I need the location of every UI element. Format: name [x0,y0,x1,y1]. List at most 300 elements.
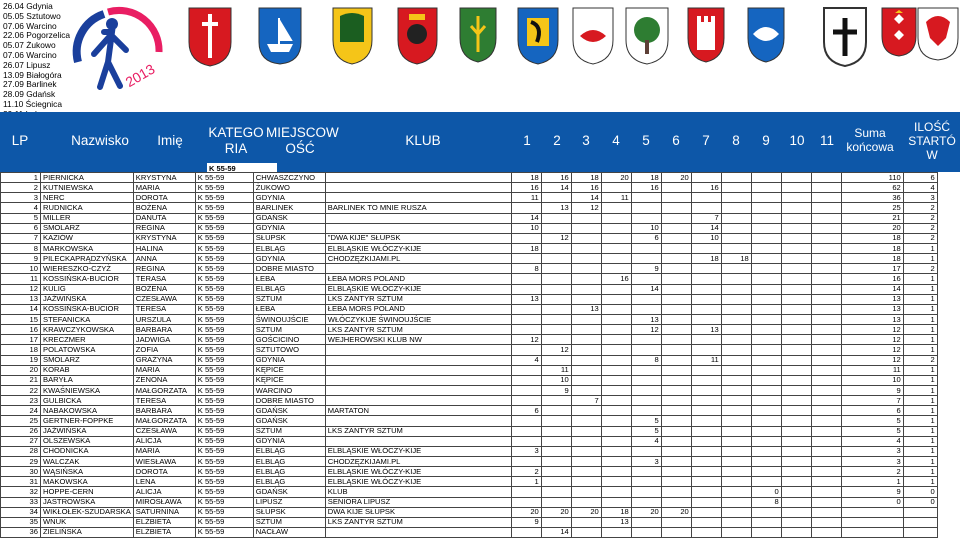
cell-miejscowosc: BARLINEK [253,203,325,213]
cell-race-11 [811,173,841,183]
cell-race-8 [721,416,751,426]
cell-race-3 [571,446,601,456]
category-group-label: K 55-59 [209,164,236,173]
cell-race-10 [781,507,811,517]
cell-race-11 [811,487,841,497]
cell-miejscowosc: SZTUM [253,325,325,335]
cell-race-2: 12 [541,233,571,243]
cell-race-9 [751,365,781,375]
table-row [1,497,938,507]
cell-kategoria: K 55-59 [195,507,253,517]
cell-nazwisko: GERTNER-FOPPKE [41,416,134,426]
table-row [1,385,938,395]
cell-race-10 [781,527,811,537]
cell-miejscowosc: ELBLĄG [253,284,325,294]
cell-race-6 [661,477,691,487]
event-item: 05.05 Sztutowo [3,10,61,21]
cell-race-4 [601,416,631,426]
cell-race-4 [601,264,631,274]
cell-ilosc: 2 [903,223,937,233]
cell-race-7 [691,477,721,487]
cell-miejscowosc: GDAŃSK [253,487,325,497]
event-item: 11.10 Ściegnica [3,98,62,109]
cell-race-4 [601,304,631,314]
event-item: 07.06 Warcino [3,20,57,31]
cell-kategoria: K 55-59 [195,304,253,314]
cell-imie: DOROTA [133,467,195,477]
cell-klub [325,365,511,375]
cell-imie: ZENONA [133,375,195,385]
cell-race-2 [541,487,571,497]
cell-nazwisko: KUTNIEWSKA [41,183,134,193]
cell-kategoria: K 55-59 [195,416,253,426]
cell-race-10 [781,335,811,345]
cell-race-1: 9 [511,517,541,527]
cell-klub [325,355,511,365]
cell-lp: 10 [1,264,41,274]
cell-race-5 [631,213,661,223]
cell-race-7 [691,406,721,416]
cell-race-2 [541,406,571,416]
table-row [1,193,938,203]
cell-race-9 [751,385,781,395]
cell-race-11 [811,385,841,395]
cell-miejscowosc: DOBRE MIASTO [253,396,325,406]
cell-race-7 [691,264,721,274]
table-row [1,345,938,355]
cell-race-9: 0 [751,487,781,497]
col-race-11: 11 [819,133,834,148]
cell-race-6 [661,233,691,243]
cell-race-5 [631,294,661,304]
cell-race-1 [511,456,541,466]
coat-of-arms-tree-icon [623,6,671,66]
cell-race-2 [541,517,571,527]
cell-kategoria: K 55-59 [195,223,253,233]
cell-imie: HALINA [133,243,195,253]
cell-klub: WEJHEROWSKI KLUB NW [325,335,511,345]
cell-race-11 [811,254,841,264]
cell-race-8 [721,213,751,223]
cell-race-6: 20 [661,173,691,183]
cell-lp: 13 [1,294,41,304]
cell-imie: CZESŁAWA [133,426,195,436]
cell-race-9 [751,467,781,477]
cell-race-6 [661,254,691,264]
cell-ilosc: 1 [903,467,937,477]
cell-miejscowosc: GDAŃSK [253,406,325,416]
cell-miejscowosc: ELBLĄG [253,456,325,466]
cell-race-9 [751,304,781,314]
cell-race-9 [751,294,781,304]
cell-lp: 3 [1,193,41,203]
cell-race-4 [601,233,631,243]
cell-kategoria: K 55-59 [195,477,253,487]
cell-race-3 [571,467,601,477]
cell-miejscowosc: ELBLĄG [253,243,325,253]
cell-race-11 [811,467,841,477]
cell-race-10 [781,345,811,355]
cell-race-11 [811,426,841,436]
cell-ilosc: 1 [903,456,937,466]
cell-ilosc: 0 [903,487,937,497]
cell-klub: KLUB [325,487,511,497]
cell-race-10 [781,173,811,183]
cell-race-5 [631,365,661,375]
cell-klub [325,416,511,426]
cell-race-7 [691,203,721,213]
cell-imie: URSZULA [133,314,195,324]
cell-imie: TERASA [133,274,195,284]
cell-race-5 [631,396,661,406]
cell-ilosc: 1 [903,335,937,345]
cell-suma: 13 [841,304,903,314]
cell-lp: 8 [1,243,41,253]
table-row [1,284,938,294]
event-item: 28.09 Gdańsk [3,89,56,100]
cell-imie: ELŻBIETA [133,527,195,537]
cell-race-2 [541,274,571,284]
cell-lp: 14 [1,304,41,314]
cell-race-8 [721,477,751,487]
cell-race-6 [661,345,691,355]
cell-imie: ALICJA [133,487,195,497]
cell-klub [325,436,511,446]
cell-race-10 [781,304,811,314]
cell-race-10 [781,355,811,365]
cell-klub [325,385,511,395]
cell-race-3 [571,223,601,233]
cell-race-8 [721,375,751,385]
cell-lp: 35 [1,517,41,527]
cell-race-4 [601,497,631,507]
cell-race-10 [781,213,811,223]
cell-race-10 [781,477,811,487]
table-row [1,436,938,446]
cell-race-8 [721,335,751,345]
cell-race-6 [661,304,691,314]
col-race-9: 9 [762,133,770,148]
cell-race-3 [571,436,601,446]
cell-race-4 [601,456,631,466]
table-row [1,375,938,385]
cell-race-2 [541,304,571,314]
cell-race-2 [541,294,571,304]
cell-race-3 [571,406,601,416]
cell-race-4 [601,223,631,233]
cell-kategoria: K 55-59 [195,487,253,497]
cell-race-2 [541,416,571,426]
table-row [1,183,938,193]
cell-race-8 [721,243,751,253]
col-suma: Suma końcowa [846,126,894,154]
cell-ilosc: 2 [903,213,937,223]
cell-race-3 [571,213,601,223]
cell-race-2 [541,193,571,203]
cell-race-2 [541,477,571,487]
cell-race-2 [541,254,571,264]
cell-race-8 [721,396,751,406]
cell-race-5: 3 [631,456,661,466]
cell-suma: 2 [841,467,903,477]
cell-klub: ELBLĄSKIE WŁÓCZY-KIJE [325,446,511,456]
cell-race-3 [571,274,601,284]
cell-nazwisko: NERC [41,193,134,203]
cell-kategoria: K 55-59 [195,213,253,223]
cell-race-9 [751,325,781,335]
cell-race-8 [721,294,751,304]
cell-race-5: 18 [631,173,661,183]
cell-race-1 [511,325,541,335]
cell-klub: LKS ZANTYR SZTUM [325,426,511,436]
cell-klub: DWA KIJE SŁUPSK [325,507,511,517]
cell-ilosc: 1 [903,274,937,284]
cell-race-7 [691,456,721,466]
cell-suma: 0 [841,497,903,507]
col-race-5: 5 [642,133,650,148]
cell-suma: 5 [841,416,903,426]
cell-suma: 9 [841,487,903,497]
cell-race-1 [511,375,541,385]
table-row [1,274,938,284]
cell-klub [325,264,511,274]
cell-race-7 [691,416,721,426]
cell-kategoria: K 55-59 [195,375,253,385]
cell-race-6 [661,497,691,507]
cell-lp: 28 [1,446,41,456]
col-race-3: 3 [582,133,590,148]
cell-race-11 [811,203,841,213]
cell-race-4 [601,406,631,416]
cell-race-3: 7 [571,396,601,406]
cell-race-9 [751,233,781,243]
cell-race-9 [751,203,781,213]
cell-race-10 [781,416,811,426]
cell-race-1: 4 [511,355,541,365]
cell-race-6 [661,203,691,213]
cell-race-5 [631,345,661,355]
cell-imie: DANUTA [133,213,195,223]
cell-imie: ZOFIA [133,345,195,355]
cell-ilosc: 1 [903,254,937,264]
cell-nazwisko: GULBICKA [41,396,134,406]
cell-race-10 [781,193,811,203]
cell-race-6 [661,243,691,253]
cell-lp: 15 [1,314,41,324]
cell-race-2 [541,264,571,274]
cell-imie: TERESA [133,396,195,406]
cell-race-2 [541,467,571,477]
cell-ilosc: 1 [903,477,937,487]
cell-race-8 [721,507,751,517]
cell-race-4 [601,335,631,345]
col-nazwisko: Nazwisko [71,133,129,148]
cell-race-2: 16 [541,173,571,183]
cell-race-9: 8 [751,497,781,507]
cell-race-4 [601,487,631,497]
cell-race-8 [721,467,751,477]
cell-klub: ŁEBA MORS POLAND [325,304,511,314]
cell-race-11 [811,507,841,517]
table-row [1,314,938,324]
cell-race-7 [691,507,721,517]
cell-race-9 [751,355,781,365]
cell-miejscowosc: NACŁAW [253,527,325,537]
cell-nazwisko: WNUK [41,517,134,527]
cell-lp: 34 [1,507,41,517]
cell-race-5 [631,497,661,507]
cell-race-6 [661,527,691,537]
cell-race-5 [631,406,661,416]
cell-race-4 [601,345,631,355]
cell-imie: ELŻBIETA [133,517,195,527]
cell-race-9 [751,243,781,253]
cell-race-7 [691,284,721,294]
cell-ilosc: 1 [903,365,937,375]
cell-race-2 [541,314,571,324]
cell-kategoria: K 55-59 [195,335,253,345]
cell-miejscowosc: GDAŃSK [253,416,325,426]
table-row [1,335,938,345]
table-row [1,365,938,375]
cell-miejscowosc: SZTUM [253,426,325,436]
cell-suma: 6 [841,406,903,416]
cell-race-3 [571,426,601,436]
cell-nazwisko: WIERESZKO-CZYŻ [41,264,134,274]
table-row [1,467,938,477]
cell-imie: MAŁGORZATA [133,385,195,395]
cell-race-3 [571,314,601,324]
cell-race-8 [721,233,751,243]
cell-race-7 [691,527,721,537]
cell-klub: ŁEBA MORS POLAND [325,274,511,284]
cell-lp: 18 [1,345,41,355]
cell-lp: 11 [1,274,41,284]
cell-imie: LENA [133,477,195,487]
cell-race-11 [811,497,841,507]
event-item: 07.06 Warcino [3,49,57,60]
cell-race-3 [571,284,601,294]
cell-race-10 [781,325,811,335]
cell-kategoria: K 55-59 [195,426,253,436]
cell-race-8 [721,406,751,416]
table-row [1,304,938,314]
cell-kategoria: K 55-59 [195,517,253,527]
cell-race-10 [781,406,811,416]
cell-race-8 [721,517,751,527]
cell-suma: 62 [841,183,903,193]
cell-race-5 [631,243,661,253]
cell-ilosc: 1 [903,446,937,456]
cell-kategoria: K 55-59 [195,233,253,243]
cell-nazwisko: KORAB [41,365,134,375]
cell-klub: SENIORA LIPUSZ [325,497,511,507]
cell-race-8 [721,284,751,294]
cell-race-2 [541,497,571,507]
table-row [1,416,938,426]
cell-race-5: 16 [631,183,661,193]
cell-race-5 [631,304,661,314]
cell-race-4 [601,254,631,264]
cell-lp: 22 [1,385,41,395]
table-row [1,223,938,233]
cell-ilosc [903,527,937,537]
cell-race-5: 8 [631,355,661,365]
col-ilosc: ILOŚĆ STARTÓ W [908,120,956,162]
cell-kategoria: K 55-59 [195,173,253,183]
cell-klub: ELBLĄSKIE WŁÓCZY-KIJE [325,467,511,477]
cell-suma: 4 [841,436,903,446]
cell-lp: 12 [1,284,41,294]
col-imie: Imię [157,133,183,148]
cell-kategoria: K 55-59 [195,294,253,304]
cell-suma: 18 [841,254,903,264]
cell-nazwisko: MARKOWSKA [41,243,134,253]
col-lp: LP [11,133,29,148]
cell-race-2 [541,446,571,456]
col-race-1: 1 [523,133,531,148]
cell-race-10 [781,517,811,527]
cell-race-6 [661,385,691,395]
cell-race-3 [571,487,601,497]
cell-race-10 [781,243,811,253]
cell-race-1: 18 [511,243,541,253]
cell-race-9 [751,223,781,233]
event-item: 05.07 Żukowo [3,40,56,51]
cell-race-11 [811,183,841,193]
coat-of-arms-fish-icon [570,6,616,66]
cell-miejscowosc: GDYNIA [253,254,325,264]
cell-race-6 [661,183,691,193]
cell-race-4 [601,355,631,365]
cell-race-6 [661,223,691,233]
cell-race-4 [601,426,631,436]
table-row [1,213,938,223]
cell-suma: 110 [841,173,903,183]
cell-race-1 [511,426,541,436]
cell-race-4 [601,213,631,223]
cell-race-7 [691,375,721,385]
table-row [1,456,938,466]
cell-race-5 [631,446,661,456]
cell-race-5 [631,335,661,345]
cell-race-3 [571,345,601,355]
cell-race-10 [781,497,811,507]
cell-race-11 [811,436,841,446]
cell-suma: 1 [841,477,903,487]
cell-miejscowosc: SŁUPSK [253,507,325,517]
cell-nazwisko: MILLER [41,213,134,223]
cell-race-3 [571,385,601,395]
cell-race-5: 5 [631,416,661,426]
cell-race-1 [511,416,541,426]
table-row [1,487,938,497]
cell-race-3 [571,355,601,365]
cell-race-7 [691,243,721,253]
cell-race-9 [751,264,781,274]
cell-race-4: 11 [601,193,631,203]
cell-ilosc: 4 [903,183,937,193]
cell-kategoria: K 55-59 [195,345,253,355]
cell-miejscowosc: GDYNIA [253,355,325,365]
cell-imie: MARIA [133,446,195,456]
table-row [1,264,938,274]
cell-miejscowosc: CHWASZCZYNO [253,173,325,183]
cell-klub [325,173,511,183]
cell-miejscowosc: ŁEBA [253,274,325,284]
cell-race-3 [571,416,601,426]
cell-klub: WŁÓCZYKIJE ŚWINOUJŚCIE [325,314,511,324]
